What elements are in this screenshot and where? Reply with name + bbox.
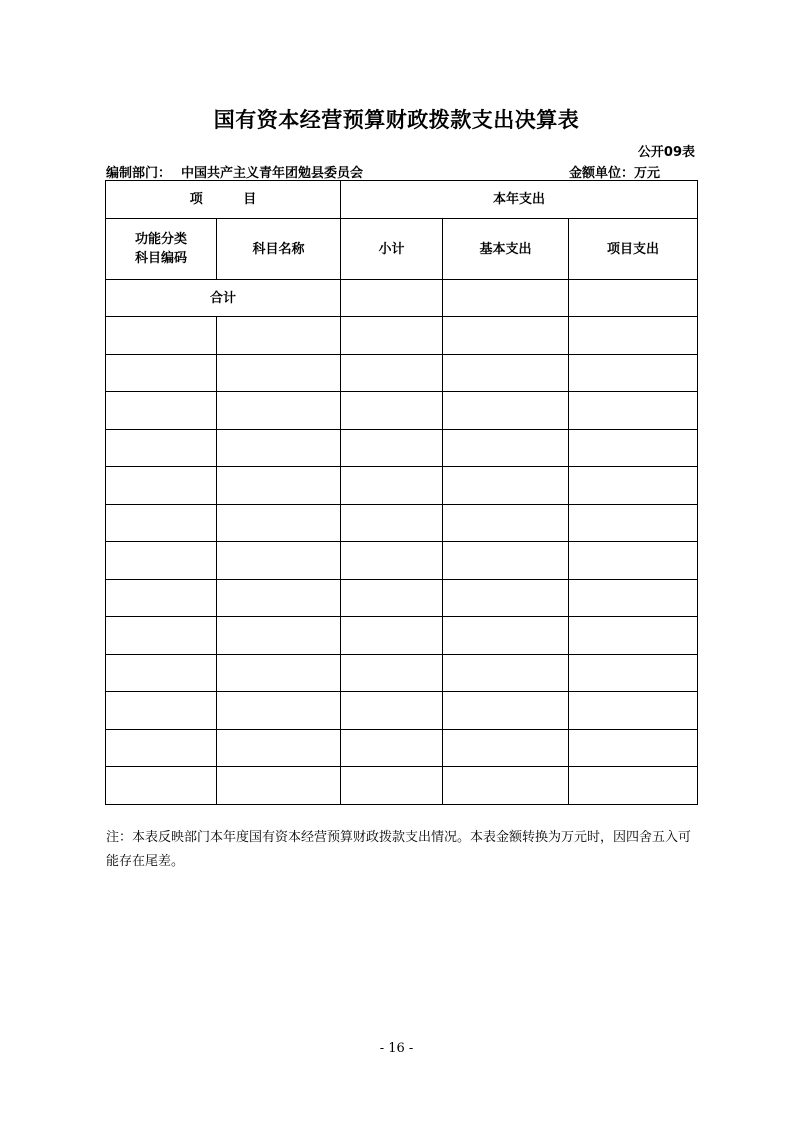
- table-cell: [569, 692, 698, 730]
- table-cell: [443, 654, 569, 692]
- table-cell: [443, 729, 569, 767]
- header-project-expenditure: 项目支出: [569, 219, 698, 280]
- table-cell: [106, 542, 217, 580]
- table-cell: [106, 317, 217, 355]
- table-cell: [341, 542, 443, 580]
- header-basic-expenditure: 基本支出: [443, 219, 569, 280]
- table-cell: [217, 354, 341, 392]
- table-cell: [217, 692, 341, 730]
- table-cell: [341, 392, 443, 430]
- table-cell: [569, 654, 698, 692]
- page-number: - 16 -: [379, 1041, 414, 1056]
- table-cell: [217, 729, 341, 767]
- table-cell: [217, 542, 341, 580]
- table-row: [106, 692, 698, 730]
- table-cell: [569, 429, 698, 467]
- expenditure-table: [105, 180, 698, 805]
- table-cell: [341, 467, 443, 505]
- header-row-1: [106, 181, 698, 219]
- table-cell: [106, 429, 217, 467]
- table-cell: [341, 317, 443, 355]
- table-cell: [341, 767, 443, 805]
- total-subtotal-cell: [341, 280, 443, 317]
- table-cell: [341, 579, 443, 617]
- form-number: 公开09表: [637, 145, 695, 160]
- header-function-code: [106, 219, 217, 280]
- table-row: [106, 354, 698, 392]
- table-cell: [217, 429, 341, 467]
- table-cell: [341, 654, 443, 692]
- table-cell: [569, 467, 698, 505]
- table-row: [106, 504, 698, 542]
- table-cell: [443, 429, 569, 467]
- footnote: 注：本表反映部门本年度国有资本经营预算财政拨款支出情况。本表金额转换为万元时，因四舍五入可能存在尾差。: [106, 830, 692, 869]
- table-row: [106, 767, 698, 805]
- table-row: [106, 579, 698, 617]
- table-cell: [569, 542, 698, 580]
- table-cell: [443, 317, 569, 355]
- table-cell: [341, 617, 443, 655]
- table-cell: [443, 767, 569, 805]
- total-project-cell: [569, 280, 698, 317]
- table-cell: [106, 354, 217, 392]
- table-cell: [217, 467, 341, 505]
- table-cell: [569, 317, 698, 355]
- table-row: [106, 392, 698, 430]
- header-row-2: [106, 219, 698, 280]
- table-cell: [443, 579, 569, 617]
- table-row: [106, 617, 698, 655]
- table-cell: [106, 579, 217, 617]
- table-cell: [443, 467, 569, 505]
- table-cell: [217, 617, 341, 655]
- table-cell: [217, 317, 341, 355]
- table-cell: [443, 692, 569, 730]
- table-cell: [217, 392, 341, 430]
- table-cell: [106, 617, 217, 655]
- table-row: [106, 317, 698, 355]
- total-label: 合计: [106, 280, 341, 317]
- table-cell: [569, 617, 698, 655]
- table-cell: [341, 692, 443, 730]
- table-cell: [106, 504, 217, 542]
- table-cell: [569, 392, 698, 430]
- table-cell: [569, 504, 698, 542]
- table-cell: [443, 354, 569, 392]
- department-line: [106, 162, 363, 181]
- table-row: [106, 729, 698, 767]
- table-cell: [341, 429, 443, 467]
- table-cell: [341, 354, 443, 392]
- table-cell: [106, 467, 217, 505]
- department-label: 编制部门：: [106, 166, 172, 181]
- table-cell: [443, 504, 569, 542]
- table-cell: [569, 767, 698, 805]
- table-cell: [341, 504, 443, 542]
- header-subtotal: 小计: [341, 219, 443, 280]
- table-row: [106, 429, 698, 467]
- table-cell: [217, 767, 341, 805]
- table-cell: [569, 579, 698, 617]
- header-project: 项 目: [106, 181, 341, 219]
- table-cell: [443, 542, 569, 580]
- document-title: 国有资本经营预算财政拨款支出决算表: [213, 108, 580, 132]
- header-current-year: 本年支出: [341, 181, 698, 219]
- table-cell: [106, 654, 217, 692]
- table-cell: [569, 354, 698, 392]
- table-cell: [217, 504, 341, 542]
- table-cell: [217, 579, 341, 617]
- table-cell: [443, 392, 569, 430]
- table-cell: [106, 767, 217, 805]
- table-row: [106, 467, 698, 505]
- table-cell: [106, 729, 217, 767]
- table-cell: [341, 729, 443, 767]
- table-cell: [217, 654, 341, 692]
- department-name: 中国共产主义青年团勉县委员会: [181, 166, 364, 181]
- total-basic-cell: [443, 280, 569, 317]
- table-cell: [443, 617, 569, 655]
- table-row: [106, 542, 698, 580]
- header-function-code-line1: 功能分类: [134, 232, 187, 247]
- table-row: [106, 654, 698, 692]
- total-row: [106, 280, 698, 317]
- amount-unit: 金额单位：万元: [569, 166, 661, 181]
- table-cell: [106, 392, 217, 430]
- header-subject-name: 科目名称: [217, 219, 341, 280]
- header-function-code-line2: 科目编码: [134, 251, 187, 266]
- table-cell: [106, 692, 217, 730]
- table-cell: [569, 729, 698, 767]
